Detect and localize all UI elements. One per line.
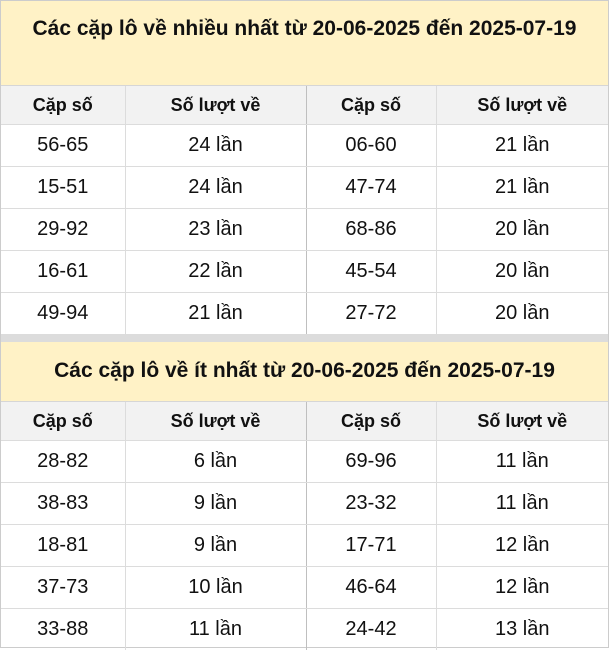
- count-cell: 20 lần: [436, 209, 608, 251]
- table-row: [1, 483, 608, 525]
- pair-cell: 06-60: [306, 125, 436, 167]
- pair-cell: 47-74: [306, 167, 436, 209]
- count-cell: 22 lần: [125, 251, 306, 293]
- table-row: [1, 125, 608, 167]
- count-cell: 24 lần: [125, 167, 306, 209]
- table-header-row: [1, 86, 608, 125]
- table-row: [1, 167, 608, 209]
- pair-cell: 37-73: [1, 567, 125, 609]
- pair-cell: 15-51: [1, 167, 125, 209]
- least-frequent-table: [1, 402, 608, 650]
- pair-cell: 45-54: [306, 251, 436, 293]
- pair-cell: 49-94: [1, 293, 125, 335]
- count-cell: 13 lần: [436, 609, 608, 650]
- pair-cell: 24-42: [306, 609, 436, 650]
- column-header-count: Số lượt về: [436, 86, 608, 125]
- pair-cell: 38-83: [1, 483, 125, 525]
- count-cell: 9 lần: [125, 483, 306, 525]
- column-header-count: Số lượt về: [436, 402, 608, 441]
- count-cell: 11 lần: [125, 609, 306, 650]
- pair-cell: 28-82: [1, 441, 125, 483]
- pair-cell: 23-32: [306, 483, 436, 525]
- most-frequent-title: Các cặp lô về nhiều nhất từ 20-06-2025 đến 2025-07-19: [1, 1, 608, 86]
- most-frequent-table: [1, 86, 608, 334]
- table-row: [1, 609, 608, 650]
- pair-cell: 46-64: [306, 567, 436, 609]
- pair-cell: 17-71: [306, 525, 436, 567]
- least-frequent-title: Các cặp lô về ít nhất từ 20-06-2025 đến 2025-07-19: [1, 342, 608, 402]
- table-row: [1, 525, 608, 567]
- pair-cell: 69-96: [306, 441, 436, 483]
- count-cell: 11 lần: [436, 483, 608, 525]
- count-cell: 20 lần: [436, 251, 608, 293]
- pair-cell: 18-81: [1, 525, 125, 567]
- table-row: [1, 293, 608, 335]
- pair-cell: 29-92: [1, 209, 125, 251]
- pair-cell: 56-65: [1, 125, 125, 167]
- pair-cell: 27-72: [306, 293, 436, 335]
- pair-cell: 16-61: [1, 251, 125, 293]
- count-cell: 9 lần: [125, 525, 306, 567]
- count-cell: 23 lần: [125, 209, 306, 251]
- count-cell: 21 lần: [436, 125, 608, 167]
- table-row: [1, 209, 608, 251]
- count-cell: 21 lần: [436, 167, 608, 209]
- column-header-pair: Cặp số: [306, 86, 436, 125]
- count-cell: 6 lần: [125, 441, 306, 483]
- table-row: [1, 251, 608, 293]
- count-cell: 21 lần: [125, 293, 306, 335]
- count-cell: 12 lần: [436, 525, 608, 567]
- column-header-count: Số lượt về: [125, 402, 306, 441]
- table-row: [1, 441, 608, 483]
- count-cell: 10 lần: [125, 567, 306, 609]
- table-header-row: [1, 402, 608, 441]
- pair-cell: 33-88: [1, 609, 125, 650]
- count-cell: 11 lần: [436, 441, 608, 483]
- count-cell: 12 lần: [436, 567, 608, 609]
- count-cell: 20 lần: [436, 293, 608, 335]
- section-divider: [1, 334, 608, 342]
- column-header-count: Số lượt về: [125, 86, 306, 125]
- column-header-pair: Cặp số: [306, 402, 436, 441]
- table-row: [1, 567, 608, 609]
- column-header-pair: Cặp số: [1, 86, 125, 125]
- column-header-pair: Cặp số: [1, 402, 125, 441]
- count-cell: 24 lần: [125, 125, 306, 167]
- pair-cell: 68-86: [306, 209, 436, 251]
